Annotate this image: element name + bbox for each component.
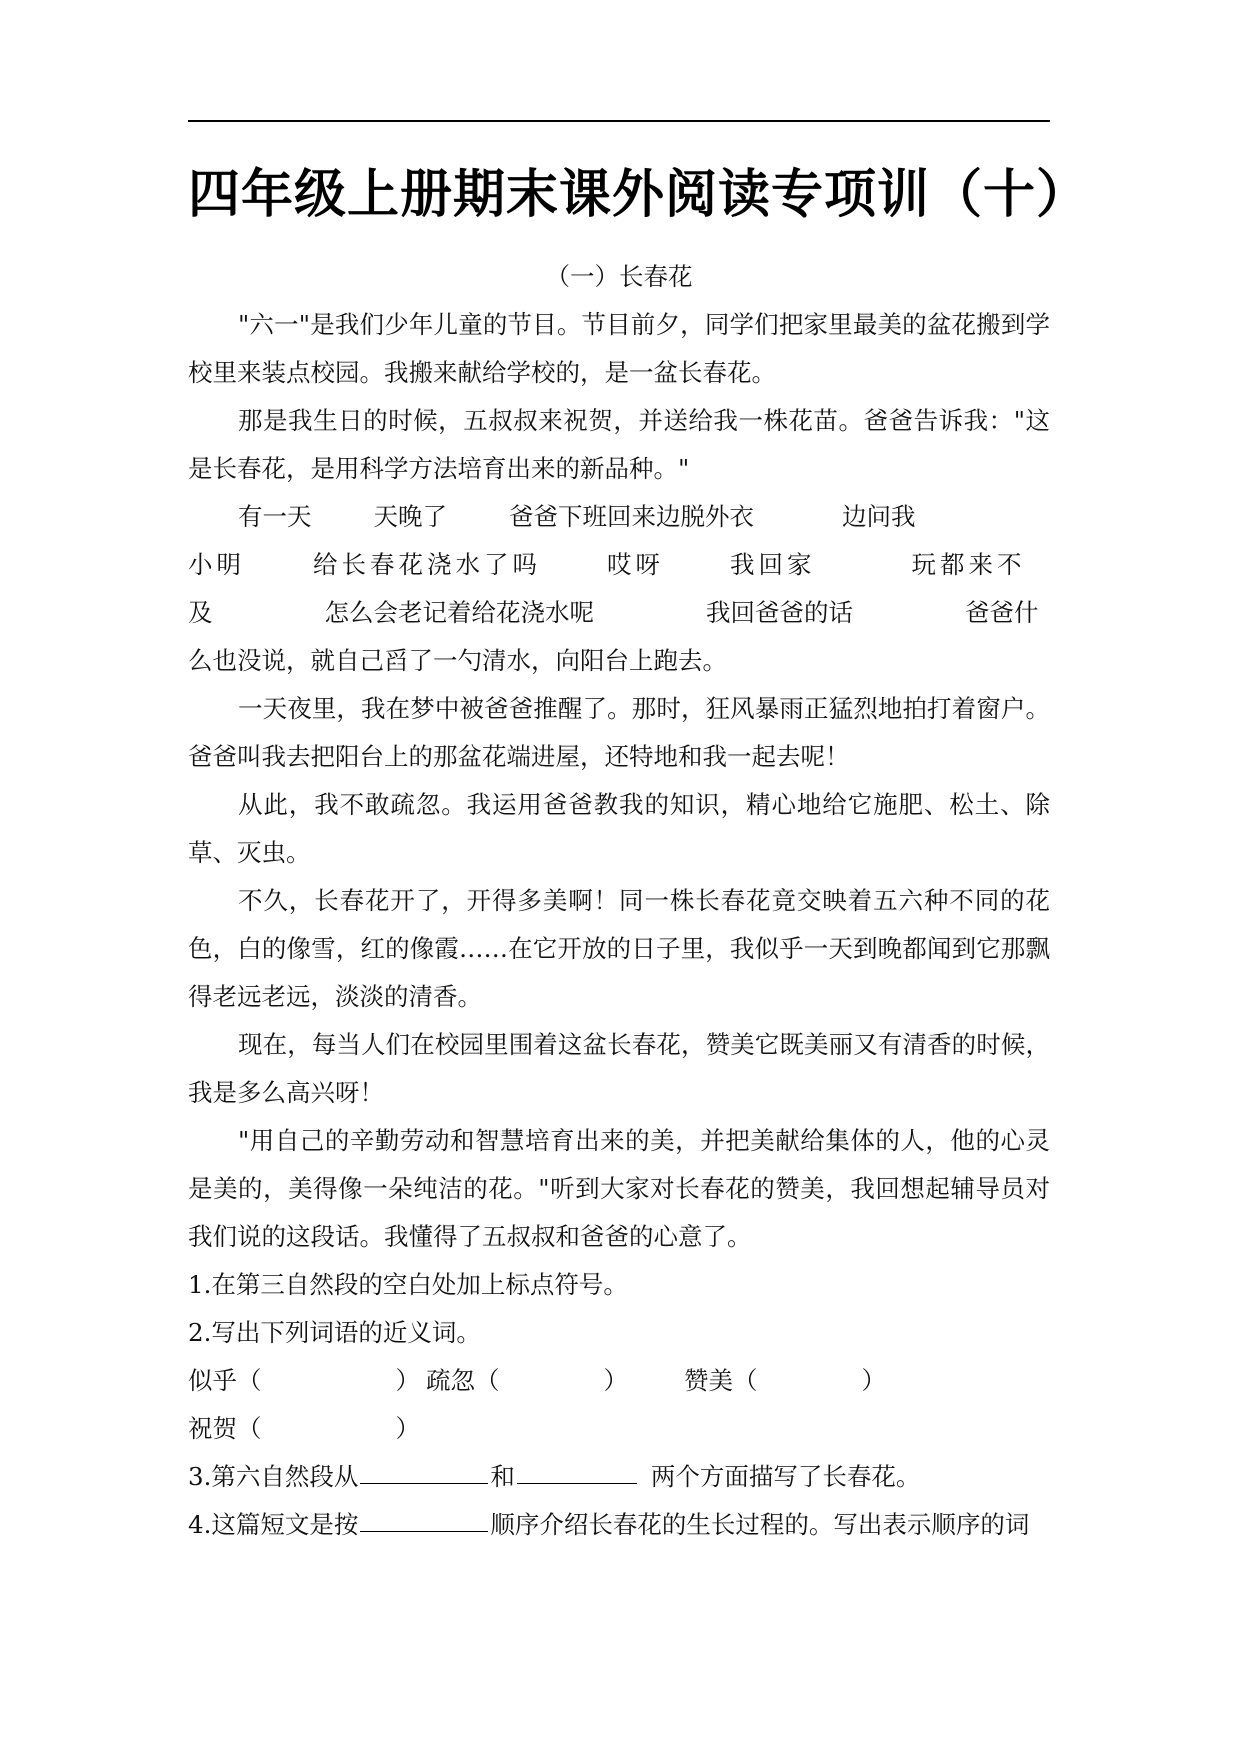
word-label: 赞美（ bbox=[684, 1366, 758, 1395]
question-text: 3.第六自然段从 bbox=[188, 1462, 359, 1491]
question-text: 和 bbox=[490, 1462, 515, 1491]
word-label: 疏忽（ bbox=[426, 1366, 500, 1395]
header-rule bbox=[188, 120, 1050, 122]
phrase: 哎呀 bbox=[607, 550, 664, 579]
phrase: 我回爸爸的话 bbox=[706, 598, 853, 627]
question-text: 顺序介绍长春花的生长过程的。写出表示顺序的词 bbox=[490, 1510, 1030, 1539]
question-text: 4.这篇短文是按 bbox=[188, 1510, 359, 1539]
paragraph-1: "六一"是我们少年儿童的节目。节目前夕，同学们把家里最美的盆花搬到学校里来装点校园。我搬来献给学校的，是一盆长春花。 bbox=[188, 310, 1050, 387]
phrase: 玩都来不 bbox=[911, 550, 1026, 579]
word-close: ） bbox=[395, 1366, 420, 1395]
paragraph-5: 从此，我不敢疏忽。我运用爸爸教我的知识，精心地给它施肥、松土、除草、灭虫。 bbox=[188, 790, 1050, 867]
answer-space[interactable] bbox=[758, 1357, 862, 1405]
answer-space[interactable] bbox=[262, 1405, 396, 1453]
word-close: ） bbox=[861, 1366, 886, 1395]
question-2: 2.写出下列词语的近义词。 bbox=[188, 1318, 481, 1347]
answer-blank[interactable] bbox=[517, 1453, 637, 1484]
paragraph-7: 现在，每当人们在校园里围着这盆长春花，赞美它既美丽又有清香的时候，我是多么高兴呀！ bbox=[188, 1030, 1050, 1107]
phrase: 怎么会老记着给花浇水呢 bbox=[324, 598, 594, 627]
phrase: 爸爸什 bbox=[965, 598, 1039, 627]
phrase: 天晚了 bbox=[373, 502, 447, 531]
question-4 bbox=[188, 1501, 1050, 1549]
answer-blank[interactable] bbox=[360, 1453, 488, 1484]
answer-space[interactable] bbox=[262, 1357, 396, 1405]
word-label: 似乎（ bbox=[188, 1366, 262, 1395]
question-2-words-row-2 bbox=[188, 1405, 1050, 1453]
phrase: 有一天 bbox=[238, 502, 312, 531]
paragraph-3-line-4: 么也没说，就自己舀了一勺清水，向阳台上跑去。 bbox=[188, 646, 727, 675]
phrase: 我回家 bbox=[730, 550, 816, 579]
answer-blank[interactable] bbox=[360, 1501, 488, 1532]
document-body bbox=[188, 253, 1050, 1549]
question-text: 两个方面描写了长春花。 bbox=[650, 1462, 921, 1491]
paragraph-4: 一天夜里，我在梦中被爸爸推醒了。那时，狂风暴雨正猛烈地拍打着窗户。爸爸叫我去把阳台上的那盆花端进屋，还特地和我一起去呢！ bbox=[188, 694, 1050, 771]
answer-space[interactable] bbox=[500, 1357, 604, 1405]
phrase: 爸爸下班回来边脱外衣 bbox=[509, 502, 754, 531]
word-close: ） bbox=[603, 1366, 628, 1395]
word-close: ） bbox=[395, 1414, 420, 1443]
phrase: 小明 bbox=[188, 550, 245, 579]
question-1: 1.在第三自然段的空白处加上标点符号。 bbox=[188, 1270, 628, 1299]
passage-title: （一）长春花 bbox=[545, 262, 693, 291]
paragraph-3-line-1 bbox=[188, 493, 1050, 541]
paragraph-3-line-2 bbox=[188, 541, 1050, 589]
question-3 bbox=[188, 1453, 1050, 1501]
phrase: 给长春花浇水了吗 bbox=[313, 550, 541, 579]
paragraph-6: 不久，长春花开了，开得多美啊！同一株长春花竟交映着五六种不同的花色，白的像雪，红的像霞……在它开放的日子里，我似乎一天到晚都闻到它那飘得老远老远，淡淡的清香。 bbox=[188, 886, 1050, 1011]
question-2-words-row-1 bbox=[188, 1357, 1050, 1405]
paragraph-3-line-3 bbox=[188, 589, 1050, 637]
page-title: 四年级上册期末课外阅读专项训（十） bbox=[188, 165, 1090, 225]
phrase: 及 bbox=[188, 598, 213, 627]
word-label: 祝贺（ bbox=[188, 1414, 262, 1443]
paragraph-2: 那是我生日的时候，五叔叔来祝贺，并送给我一株花苗。爸爸告诉我："这是长春花，是用科学方法培育出来的新品种。" bbox=[188, 406, 1050, 483]
phrase: 边问我 bbox=[842, 502, 916, 531]
paragraph-8: "用自己的辛勤劳动和智慧培育出来的美，并把美献给集体的人，他的心灵是美的，美得像一朵纯洁的花。"听到大家对长春花的赞美，我回想起辅导员对我们说的这段话。我懂得了五叔叔和爸爸的心意了。 bbox=[188, 1126, 1050, 1251]
